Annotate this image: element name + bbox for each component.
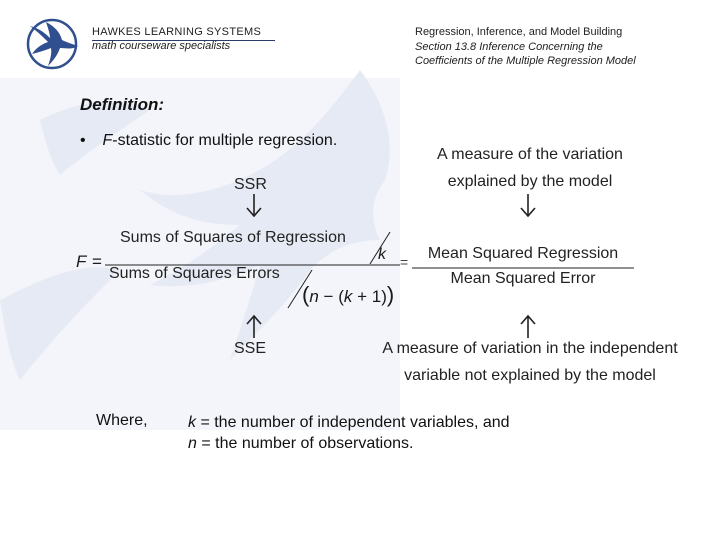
df-minus: − xyxy=(323,287,334,306)
course-title: Regression, Inference, and Model Building xyxy=(415,26,623,38)
df-inner-close: ) xyxy=(381,287,387,306)
bullet-var: F xyxy=(102,132,113,149)
header-brand xyxy=(92,25,275,53)
header-section-info xyxy=(415,25,636,69)
bullet-item xyxy=(80,132,337,150)
bottom-right-line1: A measure of variation in the independent xyxy=(382,340,678,357)
degrees-freedom xyxy=(302,282,394,308)
k-def-text: = the number of independent variables, and xyxy=(196,414,510,431)
df-open-paren: ( xyxy=(302,282,310,307)
n-definition xyxy=(188,433,510,454)
company-name: HAWKES LEARNING SYSTEMS xyxy=(92,26,262,38)
k-definition xyxy=(188,412,510,433)
eagle-icon xyxy=(24,18,82,70)
df-k: k xyxy=(343,287,353,306)
f-symbol: F xyxy=(76,252,87,271)
df-plus-one: + 1 xyxy=(357,287,382,306)
bottom-right-line2: variable not explained by the model xyxy=(404,367,656,384)
denominator-text: Sums of Squares Errors xyxy=(109,265,280,282)
df-inner-open: ( xyxy=(338,287,344,306)
top-right-line2: explained by the model xyxy=(447,173,613,190)
sse-label: SSE xyxy=(234,340,267,357)
ssr-label: SSR xyxy=(234,176,267,193)
equals-sign: = xyxy=(92,252,102,271)
where-label: Where, xyxy=(96,412,148,429)
mse-label: Mean Squared Error xyxy=(450,270,596,287)
k-var: k xyxy=(188,414,196,431)
variable-definitions xyxy=(188,412,510,454)
arrow-up-icon xyxy=(518,314,538,338)
n-var: n xyxy=(188,435,197,452)
df-n: n xyxy=(309,287,319,306)
msr-label: Mean Squared Regression xyxy=(427,245,619,262)
bullet-marker: • xyxy=(80,132,86,149)
definition-heading: Definition: xyxy=(80,95,165,114)
arrow-down-icon xyxy=(518,194,538,218)
numerator-text: Sums of Squares of Regression xyxy=(120,229,346,246)
n-def-text: = the number of observations. xyxy=(196,435,414,452)
top-right-line1: A measure of the variation xyxy=(437,146,623,163)
bullet-text: -statistic for multiple regression. xyxy=(112,132,338,149)
numerator-divisor: k xyxy=(378,246,386,263)
company-tagline: math courseware specialists xyxy=(92,40,231,52)
section-title: Section 13.8 Inference Concerning the xyxy=(415,40,603,53)
equals-sign-second: = xyxy=(400,254,409,270)
arrow-down-icon xyxy=(244,194,264,218)
df-close-paren: ) xyxy=(386,282,395,307)
section-title-cont: Coefficients of the Multiple Regression Model xyxy=(415,55,636,67)
